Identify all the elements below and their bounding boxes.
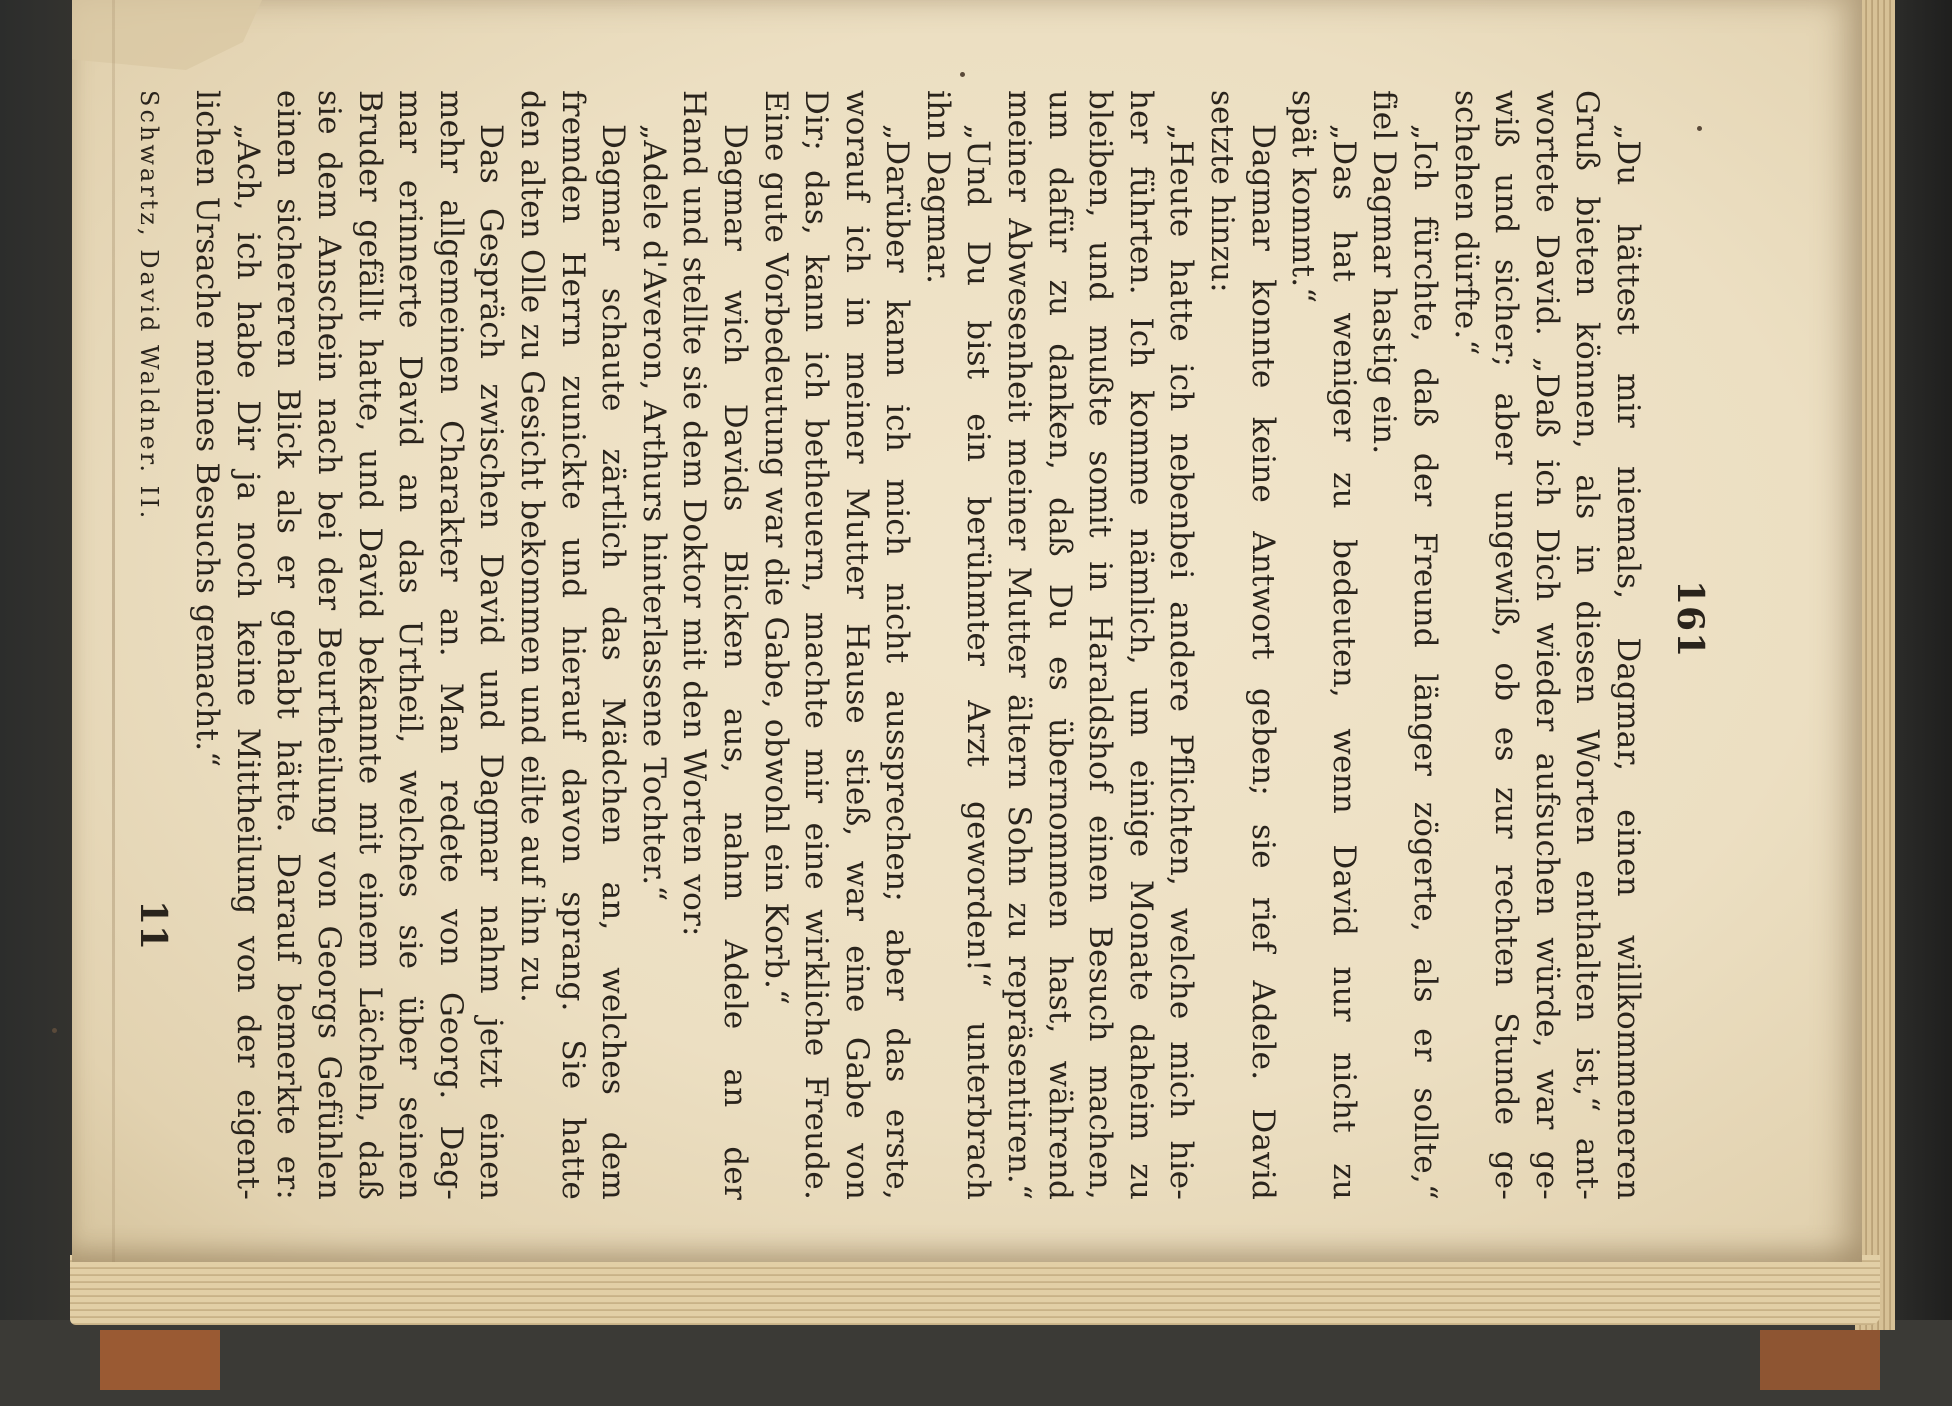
text-line: „Darüber kann ich mich nicht aussprechen; aber das erste,	[879, 124, 916, 1200]
text-line: Eine gute Vorbedeutung war die Gabe, obwohl ein Korb.“	[757, 90, 794, 1006]
cover-right-edge	[1900, 0, 1952, 1406]
page-header	[1652, 90, 1710, 1200]
cover-band-left	[100, 1330, 220, 1390]
text-line: sie dem Anschein nach bei der Beurtheilung von Georgs Gefühlen	[311, 90, 347, 1200]
text-line: „Adele d'Averon, Arthurs hinterlassene Tochter.“	[635, 124, 672, 902]
text-line: schehen dürfte.“	[1447, 90, 1484, 356]
text-line: „Das hat weniger zu bedeuten, wenn David nur nicht zu	[1325, 124, 1362, 1200]
text-line: setzte hinzu:	[1204, 90, 1241, 293]
text-line: Das Gespräch zwischen David und Dagmar nahm jetzt einen	[473, 124, 510, 1200]
text-line: Dagmar wich Davids Blicken aus, nahm Adele an der	[716, 124, 753, 1200]
text-line: den alten Olle zu Gesicht bekommen und eilte auf ihn zu.	[513, 90, 550, 1004]
text-line: „Ach, ich habe Dir ja noch keine Mittheilung von der eigent-	[229, 124, 266, 1200]
text-line: Gruß bieten können, als in diesen Worten enthalten ist,“ ant-	[1569, 90, 1606, 1200]
text-line: um dafür zu danken, daß Du es übernommen hast, während	[1041, 90, 1078, 1200]
text-line: spät kommt.“	[1285, 90, 1322, 304]
page-footer	[123, 90, 174, 1200]
printer-signature: Schwartz, David Waldner. II.	[134, 90, 163, 522]
cover-band-right	[1760, 1330, 1880, 1390]
page-speck	[960, 72, 965, 77]
text-line: fiel Dagmar hastig ein.	[1366, 90, 1403, 455]
text-line: Dagmar schaute zärtlich das Mädchen an, welches dem	[595, 124, 632, 1200]
text-line: fremden Herrn zunickte und hierauf davon sprang. Sie hatte	[554, 90, 591, 1200]
text-line: wiß und sicher; aber ungewiß, ob es zur rechten Stunde ge-	[1488, 90, 1525, 1200]
text-line: Dir; das, kann ich betheuern, machte mir eine wirkliche Freude.	[798, 90, 835, 1200]
text-line: Hand und stellte sie dem Doktor mit den Worten vor:	[676, 90, 713, 937]
page-speck	[52, 1028, 57, 1033]
text-line: mehr allgemeinen Charakter an. Man redete von Georg. Dag-	[432, 90, 469, 1200]
text-line: „Heute hatte ich nebenbei andere Pflichten, welche mich hie-	[1163, 124, 1200, 1200]
text-line: „Und Du bist ein berühmter Arzt geworden!“ unterbrach	[960, 124, 997, 1200]
text-line: meiner Abwesenheit meiner Mutter ältern Sohn zu repräsentiren.“	[1001, 90, 1038, 1200]
text-line: bleiben, und mußte somit in Haraldshof einen Besuch machen,	[1082, 90, 1119, 1200]
text-line: lichen Ursache meines Besuchs gemacht.“	[189, 90, 226, 768]
page-text-frame	[131, 90, 1711, 1210]
cover-bottom-edge	[0, 1320, 1952, 1406]
sheet-number: 11	[131, 900, 174, 951]
text-line: her führten. Ich komme nämlich, um einige Monate daheim zu	[1122, 90, 1159, 1200]
text-line: Dagmar konnte keine Antwort geben; sie rief Adele. David	[1244, 124, 1281, 1200]
text-line: worauf ich in meiner Mutter Hause stieß, war eine Gabe von	[838, 90, 875, 1200]
text-line: Bruder gefällt hatte, und David bekannte mit einem Lächeln, daß	[351, 90, 388, 1200]
text-line: „Du hättest mir niemals, Dagmar, einen willkommeneren	[1610, 124, 1646, 1200]
text-line: „Ich fürchte, daß der Freund länger zögerte, als er sollte,“	[1407, 124, 1444, 1200]
text-line: ihn Dagmar.	[919, 90, 956, 285]
page-edges-bottom	[70, 1255, 1880, 1325]
body-text	[187, 90, 1648, 1200]
page-text-rotated	[131, 90, 1711, 1200]
text-line: mar erinnerte David an das Urtheil, welches sie über seinen	[392, 90, 429, 1200]
page-gutter-crease	[112, 0, 115, 1262]
page-number: 161	[1669, 580, 1711, 659]
text-line: einen sichereren Blick als er gehabt hätte. Darauf bemerkte er:	[270, 90, 307, 1200]
text-line: wortete David. „Daß ich Dich wieder aufsuchen würde, war ge-	[1528, 90, 1565, 1200]
